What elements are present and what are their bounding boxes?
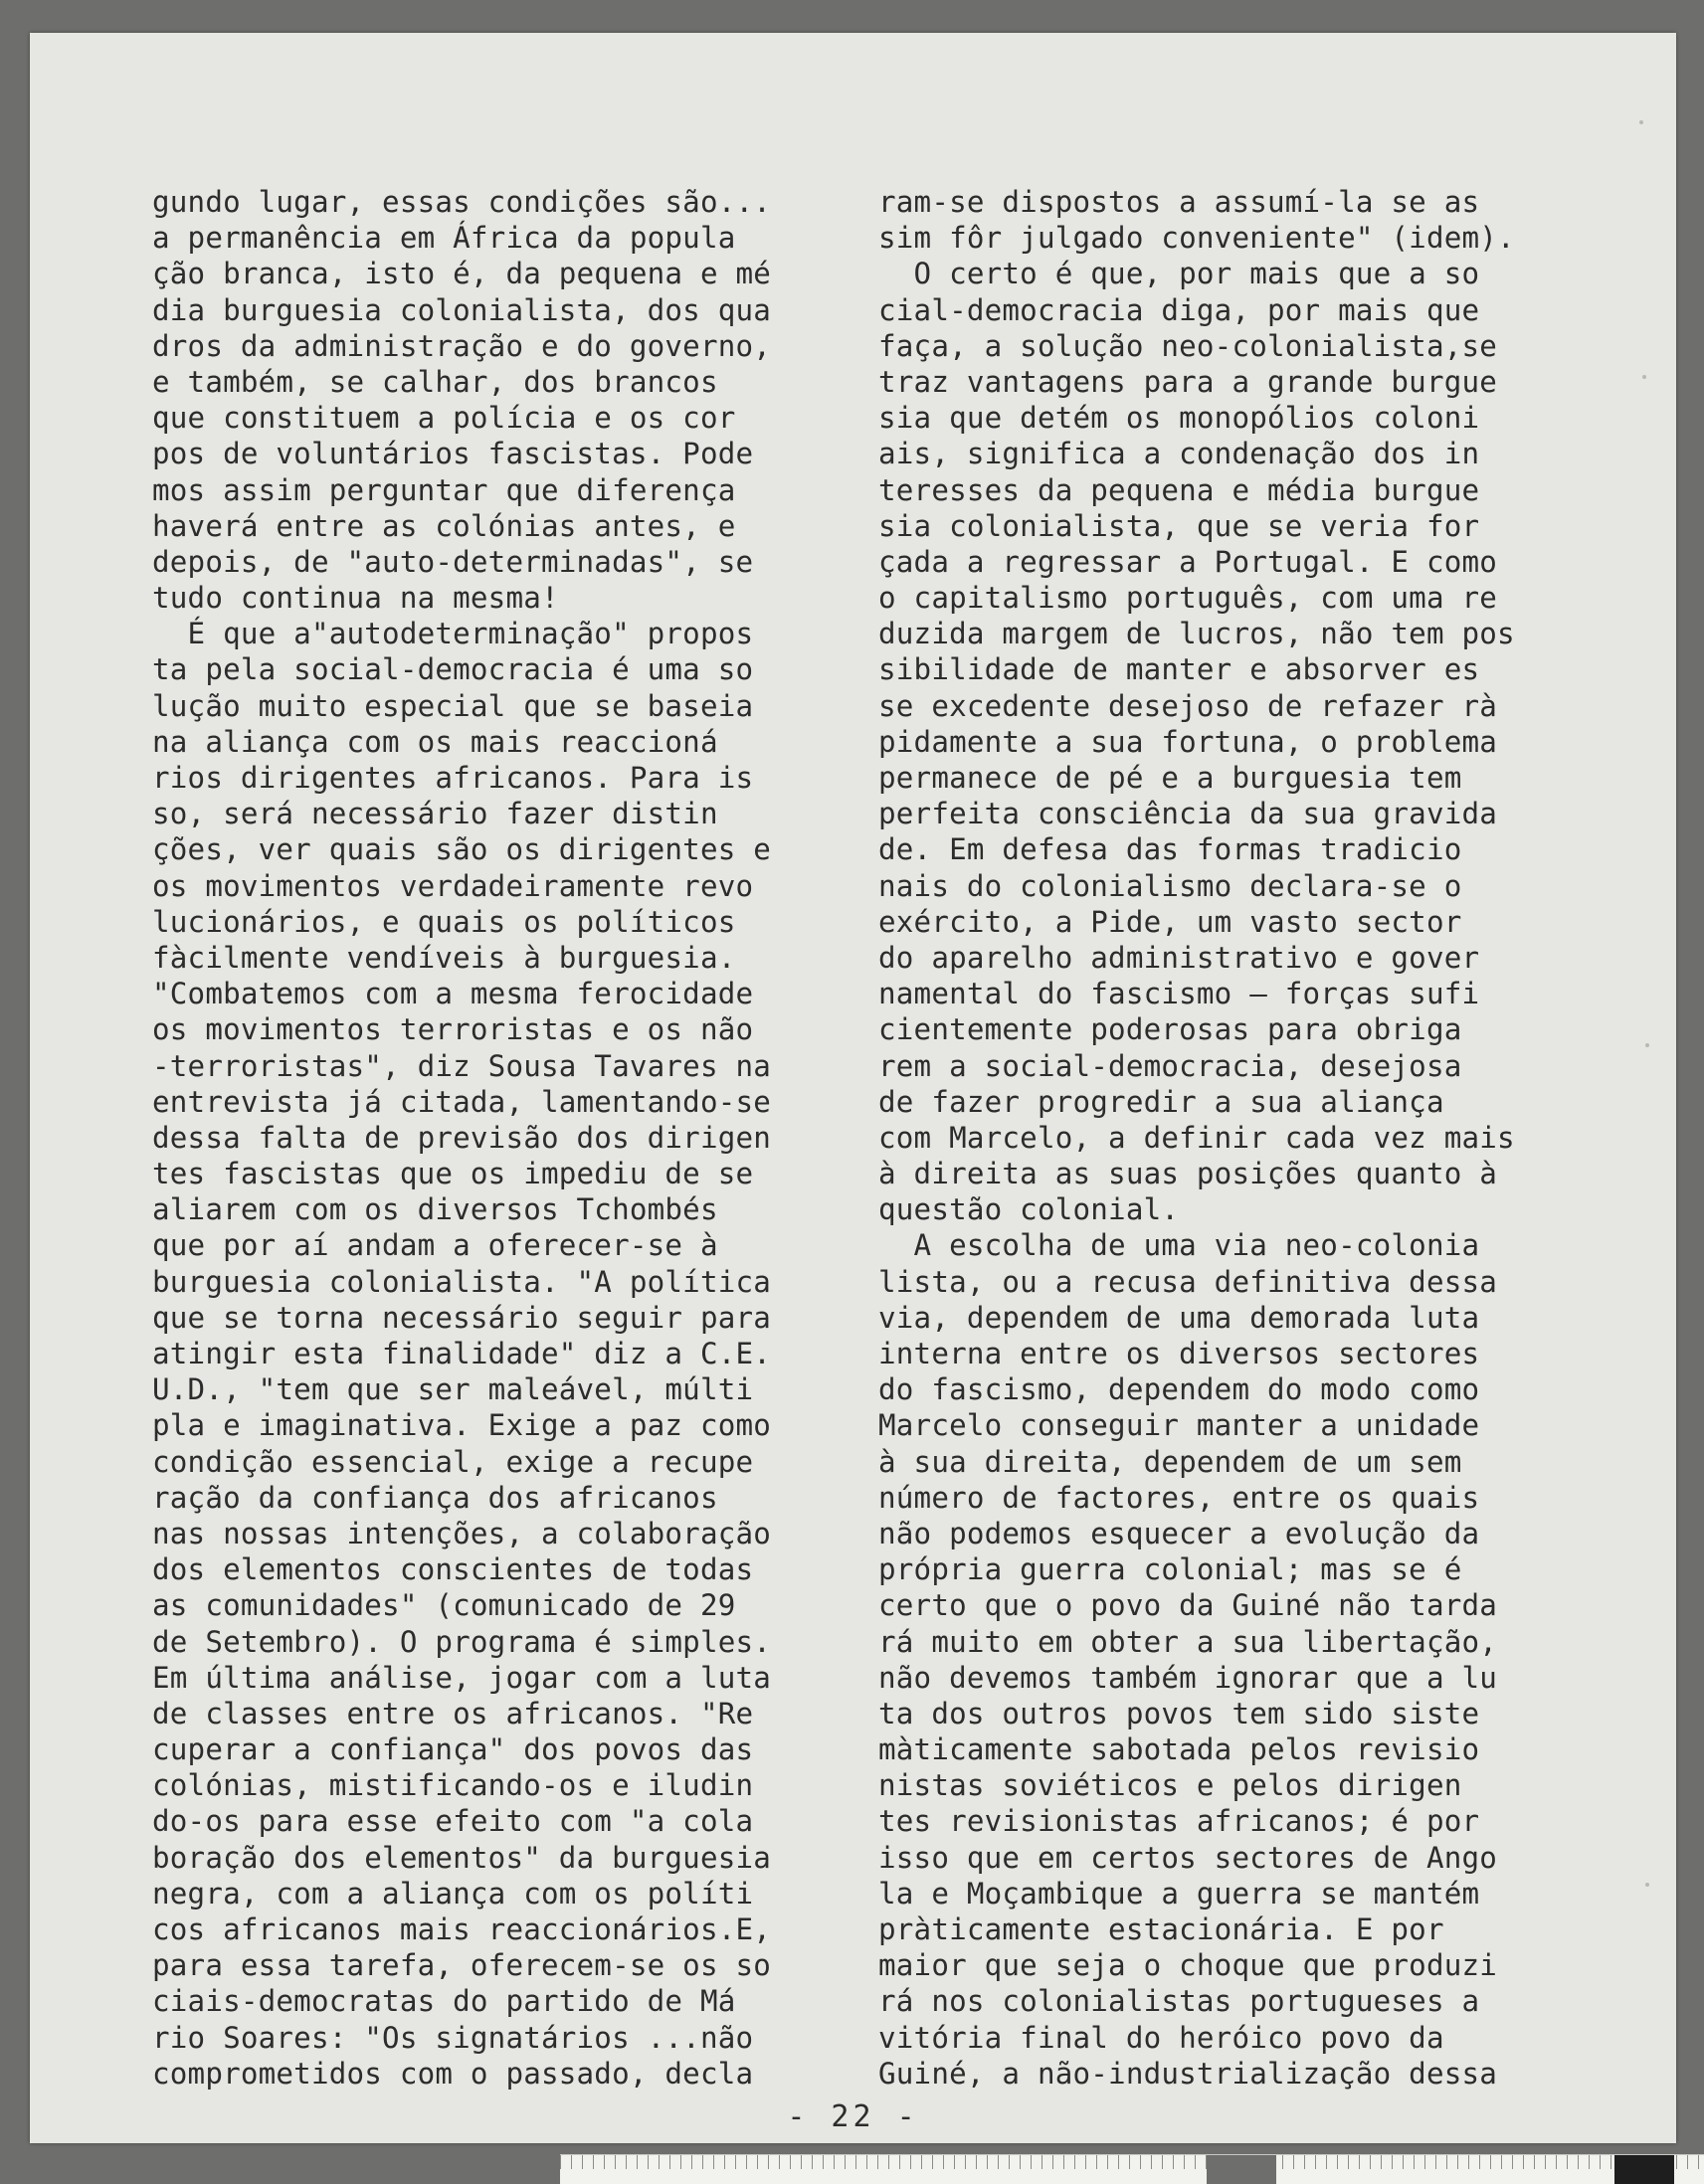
text-line: ta dos outros povos tem sido siste [878,1696,1480,1730]
text-line: teresses da pequena e média burgue [878,472,1480,507]
text-line: pla e imaginativa. Exige a paz como [152,1408,772,1443]
left-text-column [152,184,868,2092]
text-line: não devemos também ignorar que a lu [878,1660,1498,1695]
text-line: ciais-democratas do partido de Má [152,1984,736,2019]
text-line: pràticamente estacionária. E por [878,1912,1444,1946]
text-line: rá nos colonialistas portugueses a [878,1984,1480,2019]
text-line: se excedente desejoso de refazer rà [878,688,1498,723]
text-line: de classes entre os africanos. "Re [152,1696,754,1730]
text-line: pidamente a sua fortuna, o problema [878,724,1498,759]
text-line: lução muito especial que se baseia [152,688,754,723]
text-line: -terroristas", diz Sousa Tavares na [152,1048,772,1083]
text-line: que por aí andam a oferecer-se à [152,1228,718,1263]
text-line: e também, se calhar, dos brancos [152,364,718,399]
text-line: rá muito em obter a sua libertação, [878,1624,1498,1659]
text-line: Guiné, a não-industrialização dessa [878,2056,1498,2091]
text-line: É que a"autodeterminação" propos [152,617,754,651]
text-line: mos assim perguntar que diferença [152,472,736,507]
text-line: rio Soares: "Os signatários ...não [152,2020,754,2055]
text-line: comprometidos com o passado, decla [152,2056,754,2091]
text-line: duzida margem de lucros, não tem pos [878,617,1515,651]
punch-hole-mark [1642,375,1646,379]
text-line: dros da administração e do governo, [152,328,772,363]
text-line: ração da confiança dos africanos [152,1480,718,1515]
text-line: certo que o povo da Guiné não tarda [878,1588,1498,1623]
text-line: ram-se dispostos a assumí-la se as [878,185,1480,219]
text-line: isso que em certos sectores de Ango [878,1840,1498,1875]
text-line: de. Em defesa das formas tradicio [878,832,1462,867]
text-line: rem a social-democracia, desejosa [878,1048,1462,1083]
text-line: nas nossas intenções, a colaboração [152,1516,772,1550]
text-line: la e Moçambique a guerra se mantém [878,1876,1480,1911]
punch-hole-mark [1645,1043,1649,1047]
text-line: ta pela social-democracia é uma so [152,652,754,687]
punch-hole-mark [1645,1883,1649,1887]
text-line: condição essencial, exige a recupe [152,1444,754,1479]
text-line: do fascismo, dependem do modo como [878,1372,1480,1407]
text-line: interna entre os diversos sectores [878,1337,1480,1370]
text-line: entrevista já citada, lamentando-se [152,1084,772,1119]
text-line: lista, ou a recusa definitiva dessa [878,1264,1498,1299]
text-line: ais, significa a condenação dos in [878,437,1480,471]
text-line: vitória final do heróico povo da [878,2020,1444,2055]
text-line: do-os para esse efeito com "a cola [152,1804,754,1839]
text-line: os movimentos verdadeiramente revo [152,868,754,903]
text-line: cos africanos mais reaccionários.E, [152,1912,772,1946]
text-line: sia que detém os monopólios coloni [878,401,1480,436]
text-line: via, dependem de uma demorada luta [878,1300,1480,1335]
text-line: os movimentos terroristas e os não [152,1012,754,1047]
text-line: haverá entre as colónias antes, e [152,508,736,543]
text-line: aliarem com os diversos Tchombés [152,1192,718,1227]
text-line: para essa tarefa, oferecem-se os so [152,1948,772,1983]
text-line: que constituem a polícia e os cor [152,401,736,436]
ruler-ticks [560,2155,1704,2169]
text-line: tes fascistas que os impediu de se [152,1157,754,1191]
text-line: número de factores, entre os quais [878,1480,1480,1515]
text-line: do aparelho administrativo e gover [878,940,1480,975]
text-line: permanece de pé e a burguesia tem [878,761,1462,795]
text-line: tes revisionistas africanos; é por [878,1804,1480,1839]
text-line: so, será necessário fazer distin [152,797,718,831]
text-line: de Setembro). O programa é simples. [152,1624,772,1659]
text-line: O certo é que, por mais que a so [878,257,1480,291]
text-line: lucionários, e quais os políticos [152,904,736,939]
text-line: colónias, mistificando-os e iludin [152,1768,754,1803]
text-line: negra, com a aliança com os políti [152,1876,754,1911]
text-line: cial-democracia diga, por mais que [878,292,1480,327]
text-line: Marcelo conseguir manter a unidade [878,1408,1480,1443]
text-line: atingir esta finalidade" diz a C.E. [152,1337,772,1370]
text-line: as comunidades" (comunicado de 29 [152,1588,736,1623]
text-line: çada a regressar a Portugal. E como [878,544,1498,579]
text-line: ções, ver quais são os dirigentes e [152,832,772,867]
ruler-black-block [1614,2155,1674,2184]
text-line: dessa falta de previsão dos dirigen [152,1120,772,1155]
text-line: U.D., "tem que ser maleável, múlti [152,1372,754,1407]
text-line: Em última análise, jogar com a luta [152,1660,772,1695]
text-line: que se torna necessário seguir para [152,1300,772,1335]
text-line: nistas soviéticos e pelos dirigen [878,1768,1462,1803]
text-line: sibilidade de manter e absorver es [878,652,1480,687]
text-line: cientemente poderosas para obriga [878,1012,1462,1047]
text-line: boração dos elementos" da burguesia [152,1840,772,1875]
text-line: a permanência em África da popula [152,221,736,256]
text-line: o capitalismo português, com uma re [878,581,1498,616]
text-line: A escolha de uma via neo-colonia [878,1228,1480,1263]
right-text-column [878,184,1624,2092]
text-line: màticamente sabotada pelos revisio [878,1732,1480,1767]
text-line: perfeita consciência da sua gravida [878,797,1498,831]
text-line: traz vantagens para a grande burgue [878,364,1498,399]
text-line: não podemos esquecer a evolução da [878,1516,1480,1550]
text-line: de fazer progredir a sua aliança [878,1084,1444,1119]
text-line: "Combatemos com a mesma ferocidade [152,977,754,1011]
page-number: - 22 - [787,2099,919,2134]
text-line: exército, a Pide, um vasto sector [878,904,1462,939]
typewritten-page [30,33,1676,2143]
text-line: maior que seja o choque que produzi [878,1948,1498,1983]
punch-hole-mark [1639,120,1643,124]
text-line: fàcilmente vendíveis à burguesia. [152,940,736,975]
ruler-gap [1207,2155,1276,2184]
text-line: dos elementos conscientes de todas [152,1552,754,1587]
text-line: questão colonial. [878,1192,1180,1227]
text-line: na aliança com os mais reaccioná [152,724,718,759]
text-line: namental do fascismo — forças sufi [878,977,1480,1011]
text-line: sia colonialista, que se veria for [878,508,1480,543]
text-line: à sua direita, dependem de um sem [878,1444,1462,1479]
text-line: tudo continua na mesma! [152,581,559,616]
text-line: pos de voluntários fascistas. Pode [152,437,754,471]
text-line: nais do colonialismo declara-se o [878,868,1462,903]
text-line: própria guerra colonial; mas se é [878,1552,1462,1587]
text-line: rios dirigentes africanos. Para is [152,761,754,795]
text-line: faça, a solução neo-colonialista,se [878,328,1498,363]
text-line: cuperar a confiança" dos povos das [152,1732,754,1767]
text-line: sim fôr julgado conveniente" (idem). [878,221,1515,256]
text-line: gundo lugar, essas condições são... [152,185,772,219]
text-line: dia burguesia colonialista, dos qua [152,292,772,327]
text-line: depois, de "auto-determinadas", se [152,544,754,579]
text-line: burguesia colonialista. "A política [152,1264,772,1299]
scale-ruler [560,2154,1704,2184]
text-line: à direita as suas posições quanto à [878,1157,1498,1191]
text-line: ção branca, isto é, da pequena e mé [152,257,772,291]
text-line: com Marcelo, a definir cada vez mais [878,1120,1515,1155]
